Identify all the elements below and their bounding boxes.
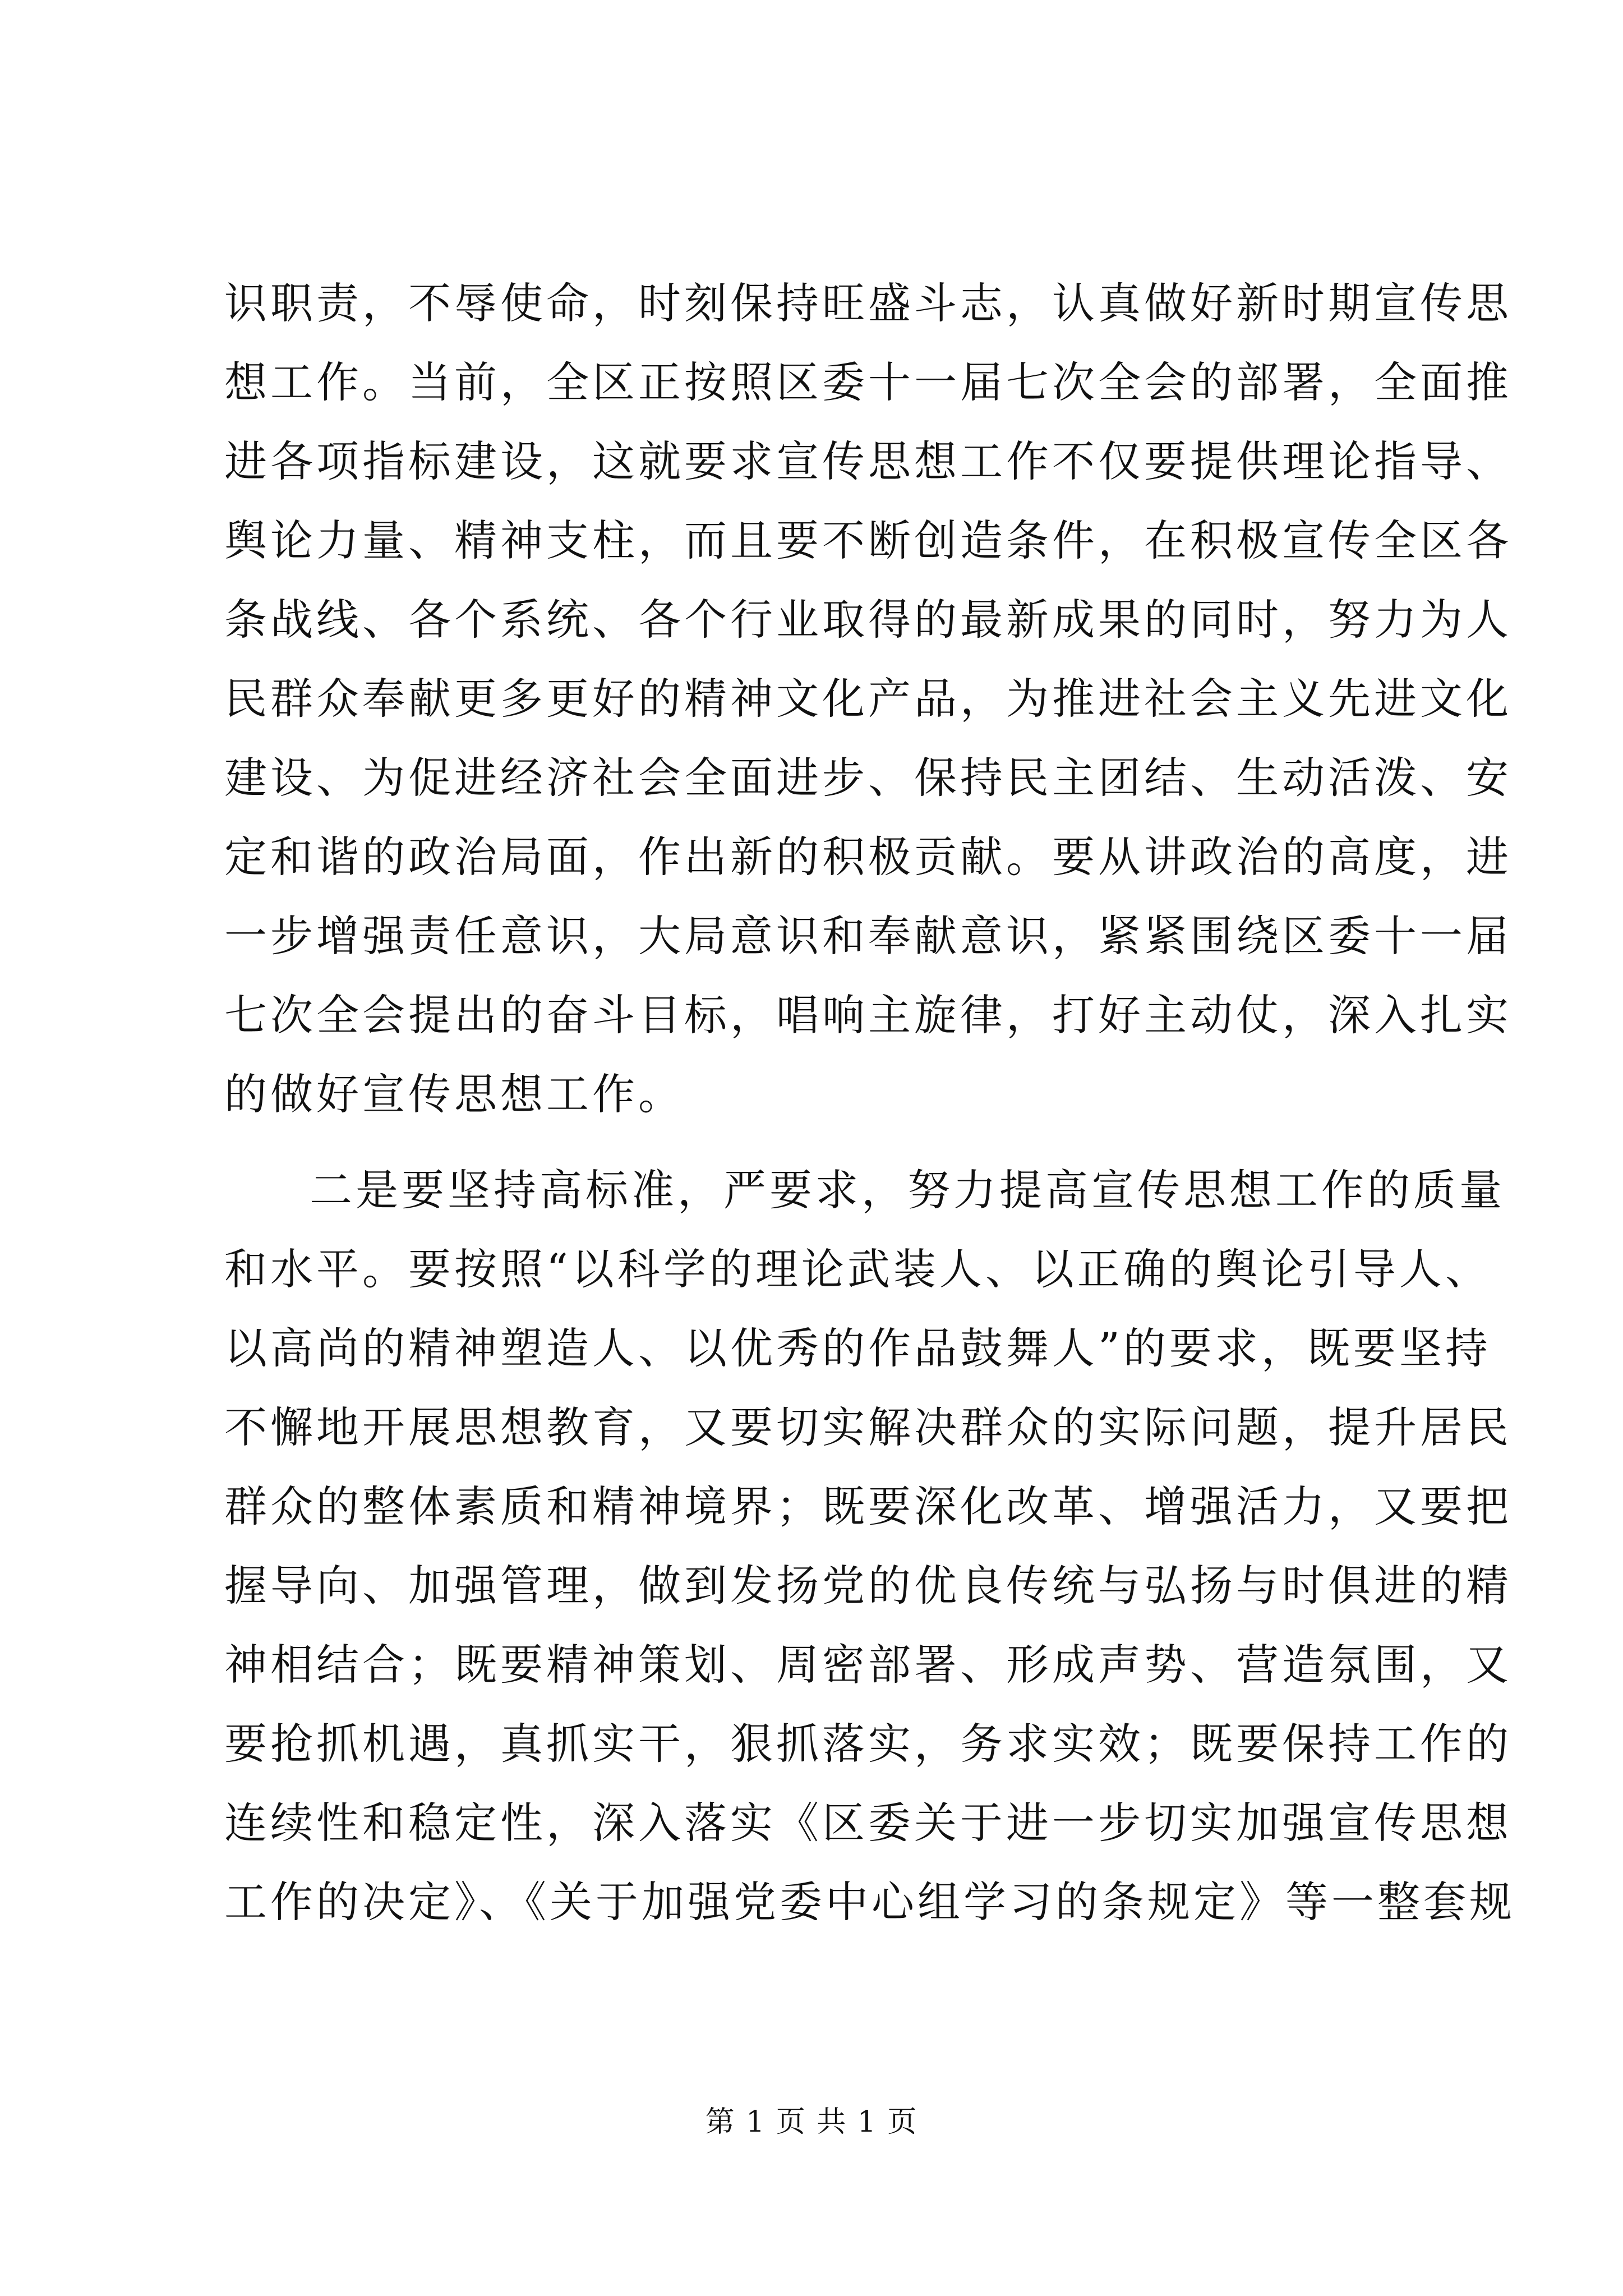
page-number-label: 第 1 页 共 1 页 (705, 2105, 918, 2139)
text-line: 工作的决定》、《关于加强党委中心组学习的条规定》等一整套规 (224, 1877, 1515, 1927)
text-line: 握导向、加强管理，做到发扬党的优良传统与弘扬与时俱进的精 (224, 1561, 1512, 1611)
text-line: 的做好宣传思想工作。 (224, 1069, 684, 1119)
text-line: 不懈地开展思想教育，又要切实解决群众的实际问题，提升居民 (224, 1402, 1512, 1452)
text-line: 舆论力量、精神支柱，而且要不断创造条件，在积极宣传全区各 (224, 516, 1512, 565)
text-line: 定和谐的政治局面，作出新的积极贡献。要从讲政治的高度，进 (224, 832, 1512, 882)
text-line: 进各项指标建设，这就要求宣传思想工作不仅要提供理论指导、 (224, 436, 1512, 486)
text-line: 群众的整体素质和精神境界；既要深化改革、增强活力，又要把 (224, 1481, 1512, 1531)
text-line: 七次全会提出的奋斗目标，唱响主旋律，打好主动仗，深入扎实 (224, 990, 1512, 1040)
paragraph-gap (224, 1134, 1413, 1151)
text-line: 和水平。要按照“以科学的理论武装人、以正确的舆论引导人、 (224, 1244, 1491, 1294)
page-footer (0, 2098, 1623, 2140)
text-line: 民群众奉献更多更好的精神文化产品，为推进社会主义先进文化 (224, 674, 1512, 724)
text-line: 二是要坚持高标准，严要求，努力提高宣传思想工作的质量 (310, 1165, 1505, 1215)
paragraph-2 (224, 1151, 1515, 1941)
text-line: 一步增强责任意识，大局意识和奉献意识，紧紧围绕区委十一届 (224, 911, 1512, 961)
text-line: 条战线、各个系统、各个行业取得的最新成果的同时，努力为人 (224, 595, 1512, 645)
paragraph-1 (224, 264, 1512, 1134)
text-line: 以高尚的精神塑造人、以优秀的作品鼓舞人”的要求，既要坚持 (224, 1323, 1491, 1373)
text-line: 识职责，不辱使命，时刻保持旺盛斗志，认真做好新时期宣传思 (224, 278, 1512, 328)
text-line: 神相结合；既要精神策划、周密部署、形成声势、营造氛围，又 (224, 1640, 1512, 1690)
text-line: 想工作。当前，全区正按照区委十一届七次全会的部署，全面推 (224, 357, 1512, 407)
document-body (224, 264, 1515, 1941)
text-line: 要抢抓机遇，真抓实干，狠抓落实，务求实效；既要保持工作的 (224, 1719, 1512, 1769)
text-line: 连续性和稳定性，深入落实《区委关于进一步切实加强宣传思想 (224, 1798, 1512, 1848)
text-line: 建设、为促进经济社会全面进步、保持民主团结、生动活泼、安 (224, 753, 1512, 803)
